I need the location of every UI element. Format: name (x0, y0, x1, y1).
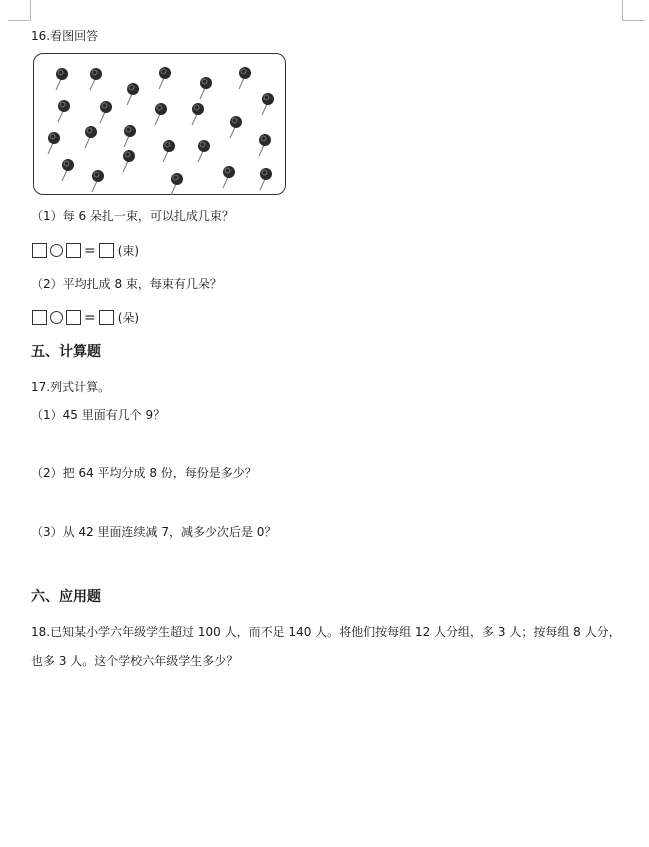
answer-box[interactable] (66, 243, 81, 258)
question-16-part-2: （2）平均扎成 8 束，每束有几朵？ (31, 277, 222, 291)
flower-icon (48, 132, 60, 154)
answer-box[interactable] (32, 243, 47, 258)
page-corner-mark-right (622, 0, 645, 21)
answer-box[interactable] (99, 243, 114, 258)
flower-icon (159, 67, 171, 89)
equation-blank-2 (32, 309, 139, 326)
answer-box[interactable] (99, 310, 114, 325)
flower-icon (155, 103, 167, 125)
flower-icon (262, 93, 274, 115)
flower-illustration (34, 54, 287, 196)
question-17-part-3: （3）从 42 里面连续减 7，减多少次后是 0？ (31, 525, 277, 539)
flower-icon (58, 100, 70, 122)
answer-box[interactable] (66, 310, 81, 325)
flower-icon (171, 173, 183, 195)
flower-icon (200, 77, 212, 99)
equals-sign: = (84, 242, 96, 259)
equals-sign: = (84, 309, 96, 326)
question-16-title: 16.看图回答 (31, 29, 99, 43)
flower-icon (223, 166, 235, 188)
flower-icon (90, 68, 102, 90)
operator-circle[interactable] (50, 311, 63, 324)
flower-icon (123, 150, 135, 172)
operator-circle[interactable] (50, 244, 63, 257)
flower-icon (85, 126, 97, 148)
question-16-part-1: （1）每 6 朵扎一束，可以扎成几束？ (31, 209, 234, 223)
flower-icon (192, 103, 204, 125)
flower-icon (260, 168, 272, 190)
question-18-line-2: 也多 3 人。这个学校六年级学生多少？ (31, 654, 239, 668)
flower-icon (62, 159, 74, 181)
flower-icon (239, 67, 251, 89)
flower-icon (100, 101, 112, 123)
question-18-line-1: 18.已知某小学六年级学生超过 100 人，而不足 140 人。将他们按每组 12 人分组，多 3 人；按每组 8 人分， (31, 625, 621, 639)
question-17-part-2: （2）把 64 平均分成 8 份，每份是多少？ (31, 466, 257, 480)
flower-picture (33, 53, 286, 195)
page-corner-mark-left (8, 0, 31, 21)
flower-icon (124, 125, 136, 147)
equation-blank-1 (32, 242, 139, 259)
flower-icon (198, 140, 210, 162)
unit-label: (束) (117, 244, 140, 258)
answer-box[interactable] (32, 310, 47, 325)
flower-icon (56, 68, 68, 90)
unit-label: (朵) (117, 311, 140, 325)
flower-icon (163, 140, 175, 162)
section-5-heading: 五、计算题 (31, 344, 101, 360)
question-17-title: 17.列式计算。 (31, 380, 111, 394)
question-17-part-1: （1）45 里面有几个 9？ (31, 408, 166, 422)
flower-icon (127, 83, 139, 105)
flower-icon (230, 116, 242, 138)
flower-icon (259, 134, 271, 156)
section-6-heading: 六、应用题 (31, 589, 101, 605)
flower-icon (92, 170, 104, 192)
